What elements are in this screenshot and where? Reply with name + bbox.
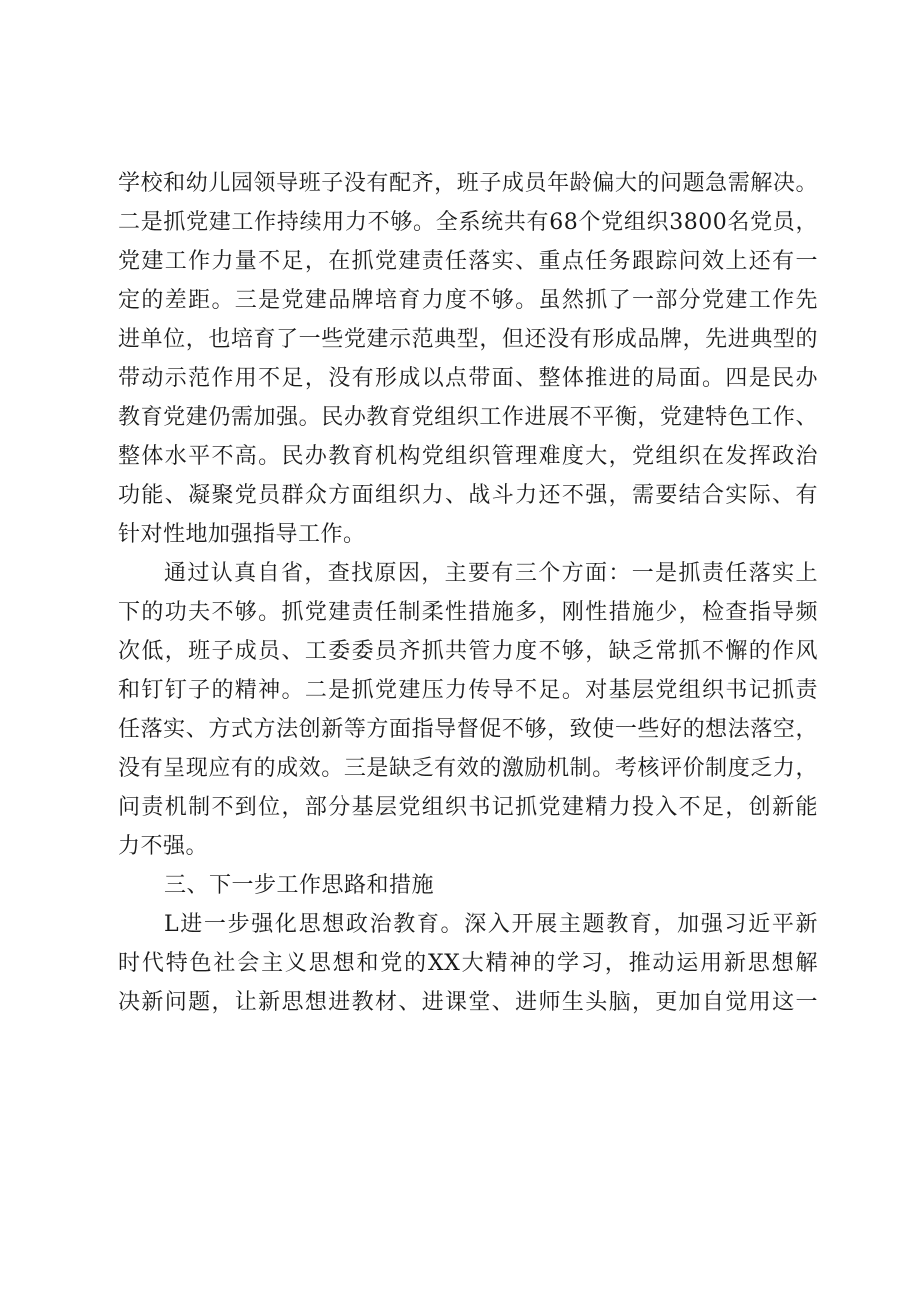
- paragraph-start-line: 通过认真自省，查找原因，主要有三个方面：一是抓责任落实上: [164, 561, 818, 586]
- text-line: 教育党建仍需加强。民办教育党组织工作进展不平衡，党建特色工作、: [118, 405, 818, 430]
- text-line: 力不强。: [118, 834, 209, 859]
- text-line: 学校和幼儿园领导班子没有配齐，班子成员年龄偏大的问题急需解决。: [118, 171, 818, 196]
- text-line: 没有呈现应有的成效。三是缺乏有效的激励机制。考核评价制度乏力，: [118, 756, 818, 781]
- paragraph-start-line: L进一步强化思想政治教育。深入开展主题教育，加强习近平新: [164, 912, 818, 937]
- text-line: 下的功夫不够。抓党建责任制柔性措施多，刚性措施少，检查指导频: [118, 600, 818, 625]
- text-line: 定的差距。三是党建品牌培育力度不够。虽然抓了一部分党建工作先: [118, 288, 818, 313]
- document-body: [118, 164, 818, 1022]
- text-line: 针对性地加强指导工作。: [118, 522, 366, 547]
- text-line: 二是抓党建工作持续用力不够。全系统共有68个党组织3800名党员，: [118, 210, 818, 235]
- text-line: 进单位，也培育了一些党建示范典型，但还没有形成品牌，先进典型的: [118, 327, 818, 352]
- text-line: 决新问题，让新思想进教材、进课堂、进师生头脑，更加自觉用这一: [118, 990, 818, 1015]
- section-heading: 三、下一步工作思路和措施: [164, 873, 435, 898]
- text-line: 时代特色社会主义思想和党的XX大精神的学习，推动运用新思想解: [118, 951, 818, 976]
- text-line: 和钉钉子的精神。二是抓党建压力传导不足。对基层党组织书记抓责: [118, 678, 818, 703]
- text-line: 问责机制不到位，部分基层党组织书记抓党建精力投入不足，创新能: [118, 795, 818, 820]
- text-line: 次低，班子成员、工委委员齐抓共管力度不够，缺乏常抓不懈的作风: [118, 639, 818, 664]
- text-line: 整体水平不高。民办教育机构党组织管理难度大，党组织在发挥政治: [118, 444, 818, 469]
- text-line: 任落实、方式方法创新等方面指导督促不够，致使一些好的想法落空，: [118, 717, 818, 742]
- text-line: 功能、凝聚党员群众方面组织力、战斗力还不强，需要结合实际、有: [118, 483, 818, 508]
- text-line: 党建工作力量不足，在抓党建责任落实、重点任务跟踪问效上还有一: [118, 249, 818, 274]
- text-line: 带动示范作用不足，没有形成以点带面、整体推进的局面。四是民办: [118, 366, 818, 391]
